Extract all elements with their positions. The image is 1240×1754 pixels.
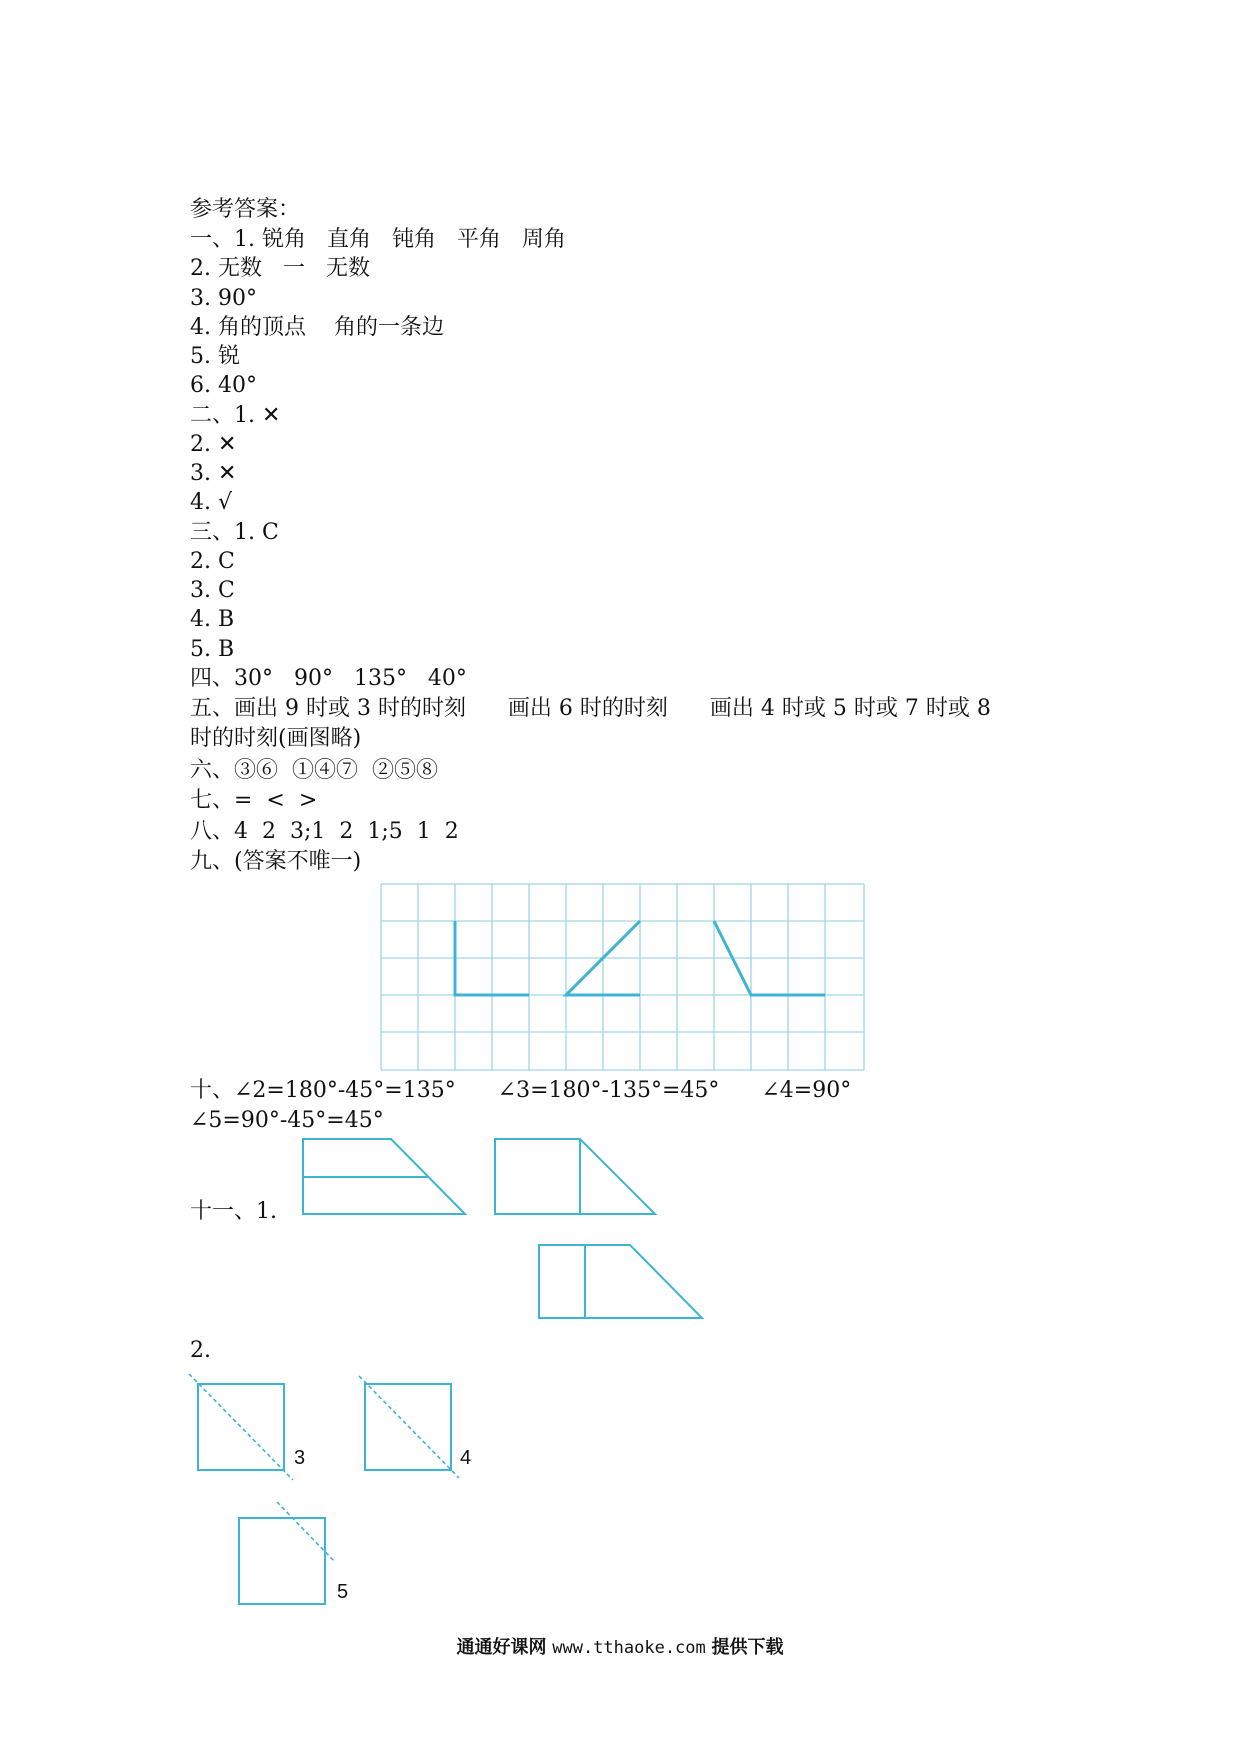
answer-line: 4. 角的顶点 角的一条边 bbox=[190, 315, 444, 340]
answer-line: 七、= < > bbox=[190, 788, 318, 813]
answer-line: 4. B bbox=[190, 607, 235, 632]
footer-suffix: 提供下载 bbox=[711, 1637, 784, 1658]
answer-line: 3. C bbox=[190, 578, 235, 603]
page-footer bbox=[0, 1633, 1240, 1659]
trapezoid-figures bbox=[295, 1135, 715, 1330]
answer-line: 五、画出 9 时或 3 时的时刻 画出 6 时的时刻 画出 4 时或 5 时或 7 时或 8 bbox=[190, 696, 991, 721]
square-shape bbox=[239, 1518, 325, 1604]
trapezoid-shape bbox=[495, 1139, 655, 1214]
cut-line bbox=[359, 1376, 459, 1478]
answer-line: 九、(答案不唯一) bbox=[190, 849, 362, 874]
answer-line: 2. C bbox=[190, 549, 235, 574]
footer-site: 通通好课网 bbox=[456, 1637, 547, 1658]
answer-line: 5. B bbox=[190, 637, 235, 662]
square-label: 3 bbox=[294, 1447, 306, 1469]
answer-line: 5. 锐 bbox=[190, 344, 240, 369]
trapezoid-shape bbox=[539, 1245, 702, 1318]
square-label: 5 bbox=[337, 1581, 349, 1603]
answer-line: 三、1. C bbox=[190, 520, 279, 545]
cut-line bbox=[277, 1502, 335, 1562]
answer-line: 八、4 2 3;1 2 1;5 1 2 bbox=[190, 819, 459, 844]
answer-line: 2. 无数 一 无数 bbox=[190, 256, 370, 281]
answer-line: 四、30° 90° 135° 40° bbox=[190, 666, 467, 691]
answer-line: 一、1. 锐角 直角 钝角 平角 周角 bbox=[190, 227, 566, 252]
answer-line: 4. √ bbox=[190, 490, 233, 515]
answer-line: 2. ✕ bbox=[190, 432, 237, 457]
answer-line: 十一、1. bbox=[190, 1199, 277, 1224]
answer-line: 3. 90° bbox=[190, 286, 257, 311]
square-figures bbox=[185, 1370, 485, 1610]
cut-line bbox=[189, 1374, 293, 1480]
footer-url[interactable]: www.tthaoke.com bbox=[552, 1638, 706, 1658]
square-label: 4 bbox=[460, 1447, 472, 1469]
answer-line: 2. bbox=[190, 1338, 211, 1363]
answer-line: 十、∠2=180°-45°=135° ∠3=180°-135°=45° ∠4=90° bbox=[190, 1078, 852, 1103]
answer-line: 六、③⑥ ①④⑦ ②⑤⑧ bbox=[190, 758, 438, 783]
answer-line: 二、1. ✕ bbox=[190, 403, 281, 428]
answer-line: 3. ✕ bbox=[190, 461, 237, 486]
answer-line: 时的时刻(画图略) bbox=[190, 726, 362, 751]
answer-heading: 参考答案： bbox=[190, 197, 301, 222]
answer-line: 6. 40° bbox=[190, 373, 257, 398]
angle-grid-figure bbox=[380, 883, 870, 1073]
answer-line: ∠5=90°-45°=45° bbox=[190, 1108, 384, 1133]
